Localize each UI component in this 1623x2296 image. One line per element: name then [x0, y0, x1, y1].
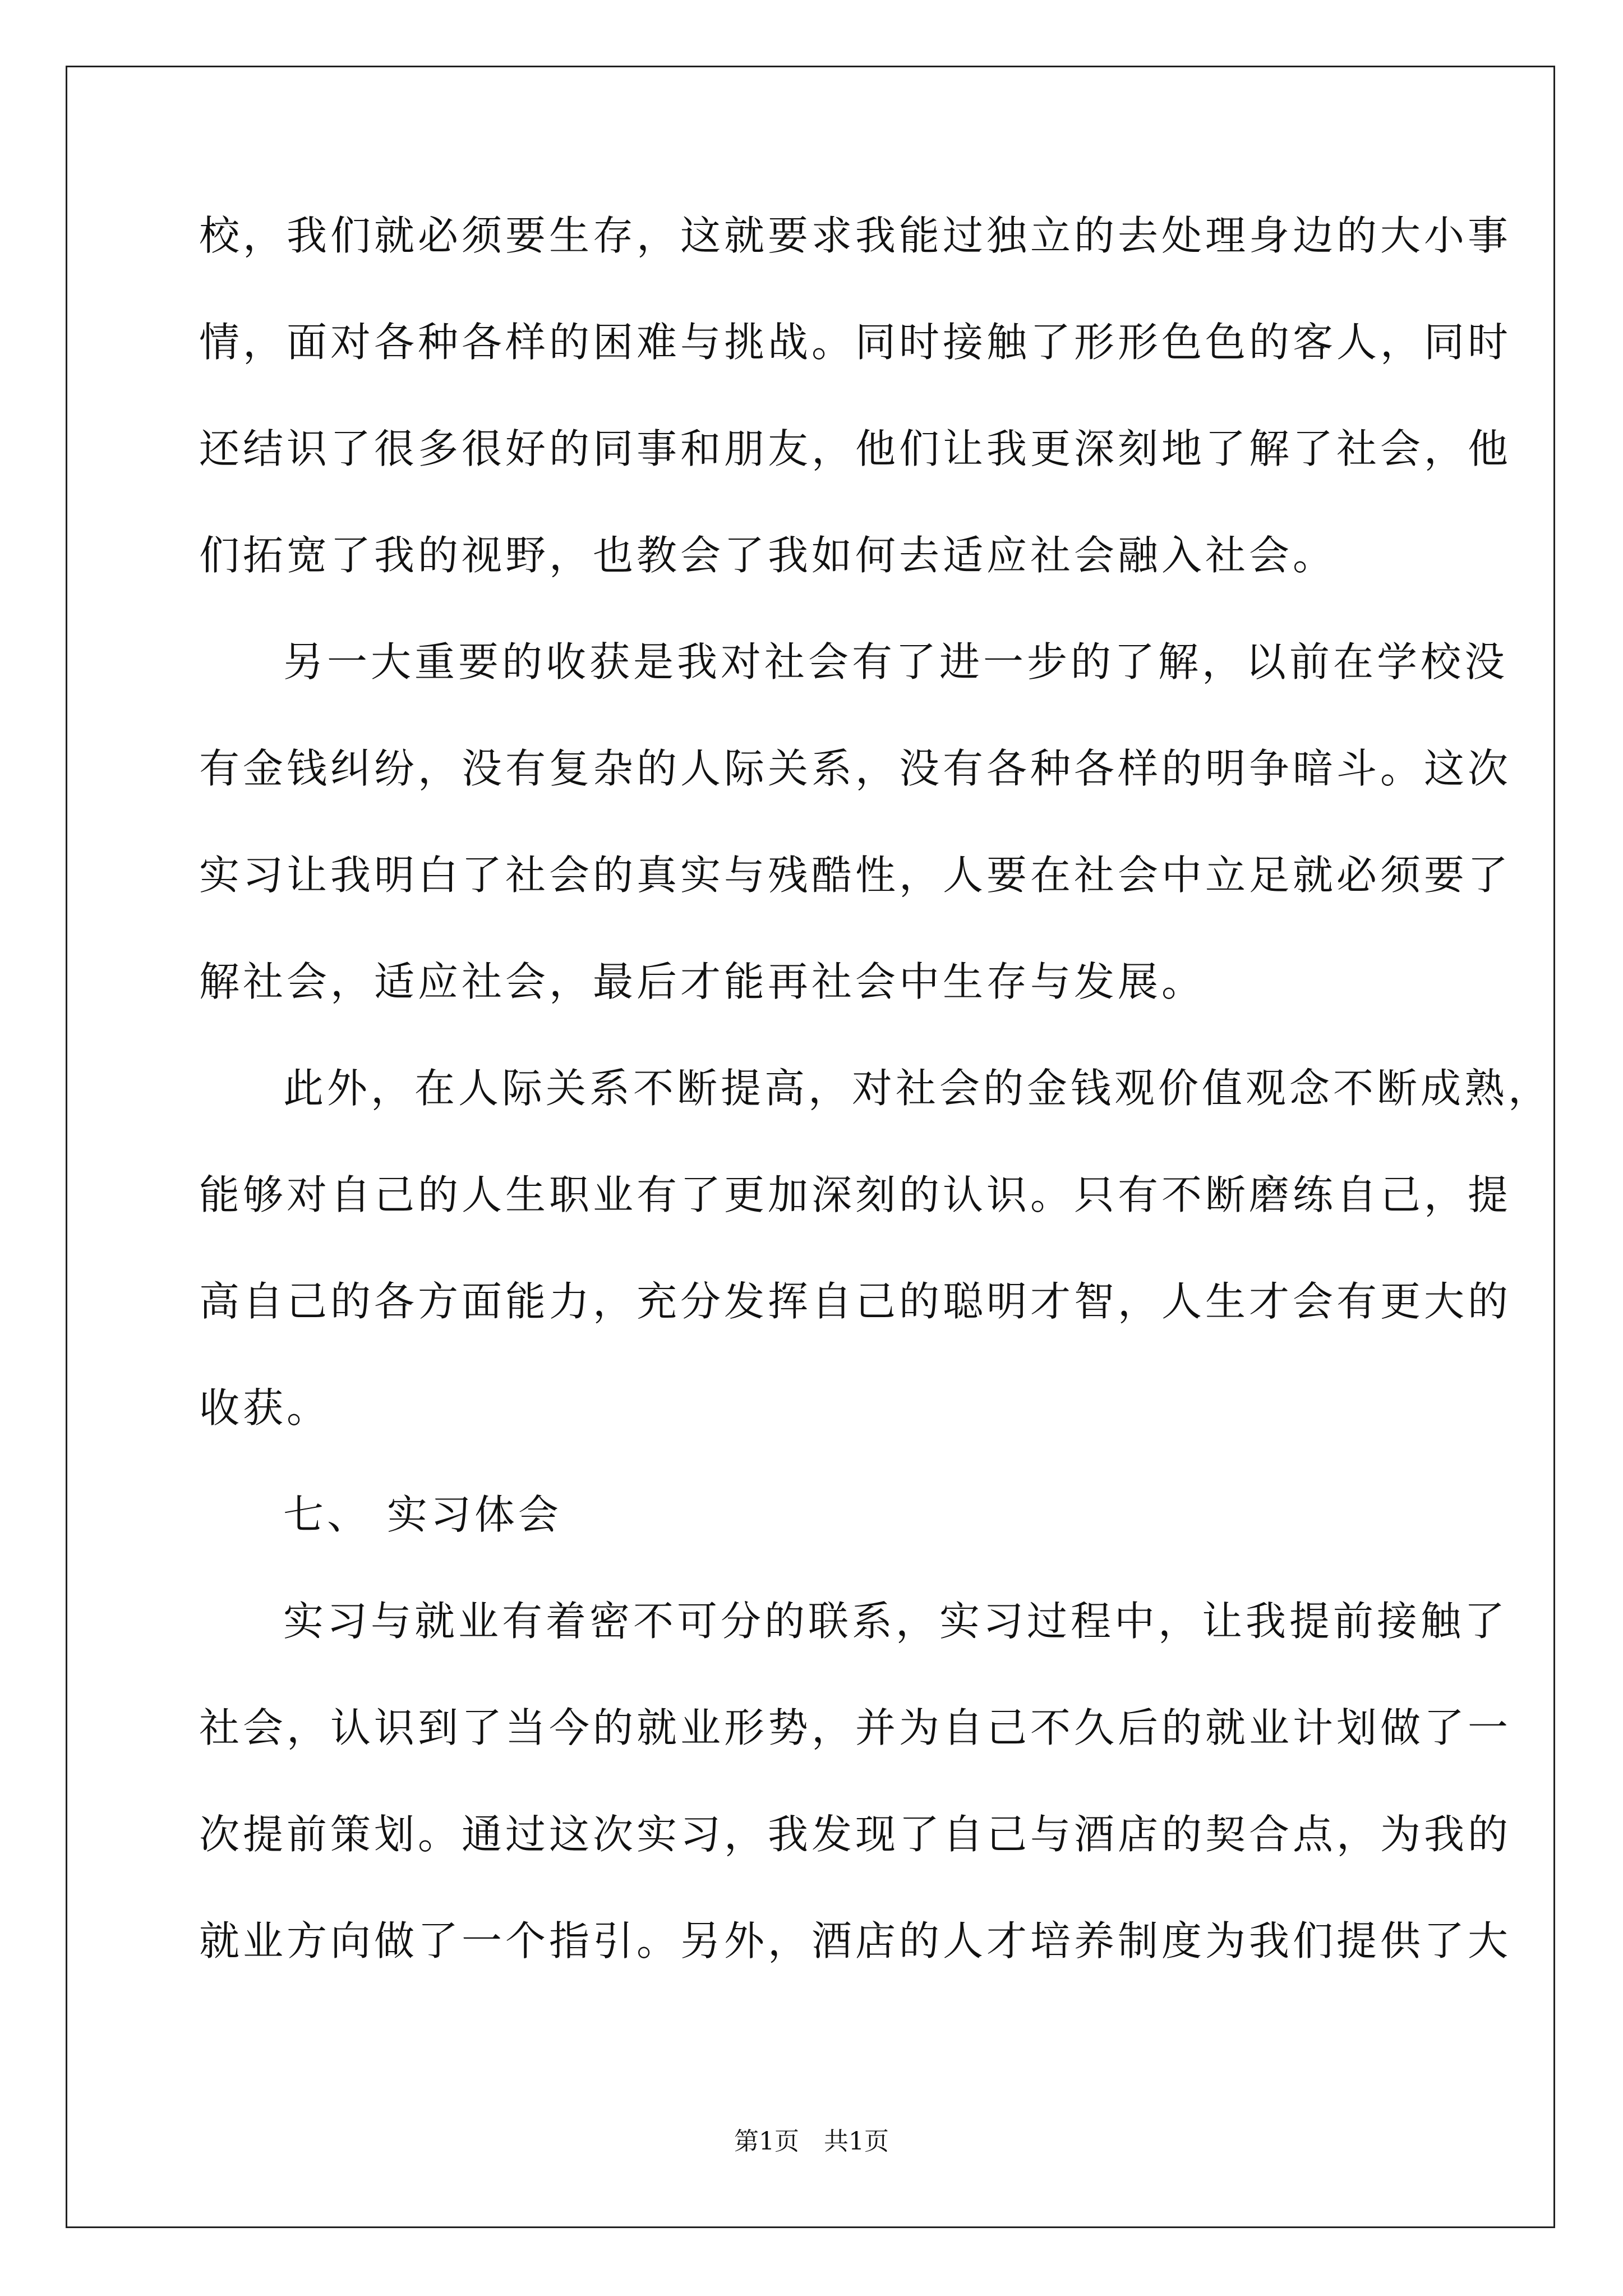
text-line: 社会，认识到了当今的就业形势，并为自己不久后的就业计划做了一 — [199, 1704, 1512, 1751]
paragraph-first-line: 实习与就业有着密不可分的联系，实习过程中，让我提前接触了 — [283, 1598, 1509, 1645]
page-footer: 第1页 共1页 — [734, 2127, 889, 2156]
section-heading: 七、 实习体会 — [283, 1491, 562, 1538]
text-line: 就业方向做了一个指引。另外，酒店的人才培养制度为我们提供了大 — [199, 1917, 1512, 1964]
text-line: 高自己的各方面能力，充分发挥自己的聪明才智，人生才会有更大的 — [199, 1278, 1512, 1325]
text-line: 次提前策划。通过这次实习，我发现了自己与酒店的契合点，为我的 — [199, 1811, 1512, 1858]
text-line: 实习让我明白了社会的真实与残酷性，人要在社会中立足就必须要了 — [199, 852, 1512, 899]
text-line: 收获。 — [199, 1384, 331, 1432]
paragraph-first-line: 另一大重要的收获是我对社会有了进一步的了解，以前在学校没 — [283, 638, 1509, 685]
text-line: 解社会，适应社会，最后才能再社会中生存与发展。 — [199, 958, 1206, 1005]
text-line: 们拓宽了我的视野，也教会了我如何去适应社会融入社会。 — [199, 532, 1337, 579]
paragraph-first-line: 此外，在人际关系不断提高，对社会的金钱观价值观念不断成熟， — [283, 1065, 1552, 1112]
text-line: 能够对自己的人生职业有了更加深刻的认识。只有不断磨练自己，提 — [199, 1171, 1512, 1218]
page-border — [66, 66, 1555, 2228]
text-line: 有金钱纠纷，没有复杂的人际关系，没有各种各样的明争暗斗。这次 — [199, 745, 1512, 792]
text-line: 还结识了很多很好的同事和朋友，他们让我更深刻地了解了社会，他 — [199, 425, 1512, 472]
text-line: 校，我们就必须要生存，这就要求我能过独立的去处理身边的大小事 — [199, 212, 1512, 259]
text-line: 情，面对各种各样的困难与挑战。同时接触了形形色色的客人，同时 — [199, 319, 1512, 366]
